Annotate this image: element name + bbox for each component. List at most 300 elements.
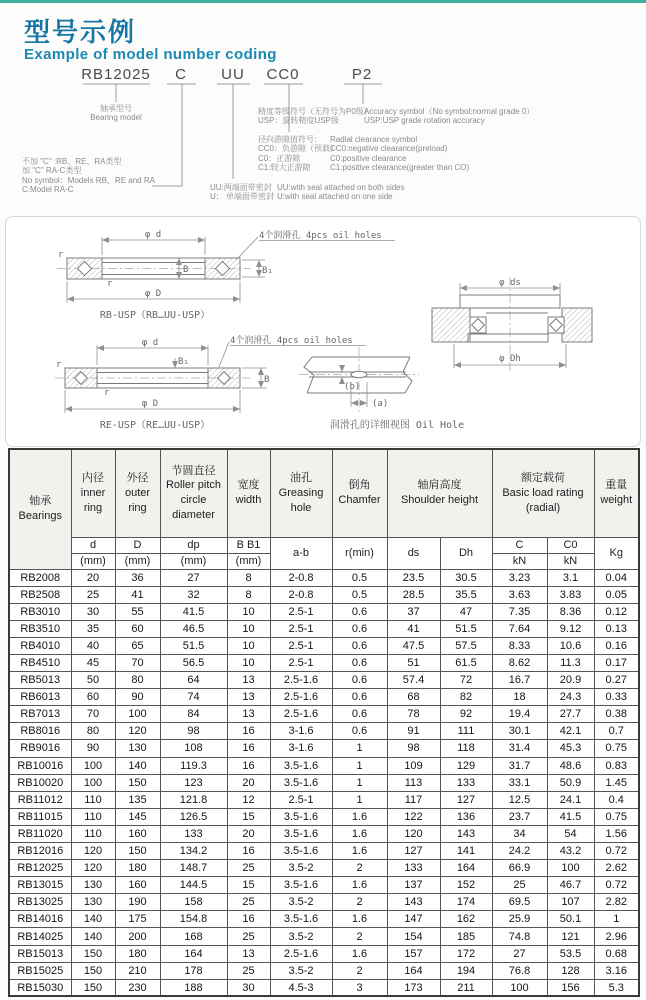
value-cell: 34 <box>492 825 547 842</box>
value-cell: 3.5-1.6 <box>270 877 332 894</box>
value-cell: 100 <box>71 774 115 791</box>
value-cell: 28.5 <box>387 586 440 603</box>
value-cell: 48.6 <box>547 757 594 774</box>
value-cell: 108 <box>160 740 227 757</box>
bearing-spec-table <box>8 448 640 997</box>
value-cell: 80 <box>115 672 160 689</box>
value-cell: 32 <box>160 586 227 603</box>
value-cell: 10 <box>227 620 270 637</box>
value-cell: 30.1 <box>492 723 547 740</box>
value-cell: 157 <box>387 945 440 962</box>
value-cell: 90 <box>71 740 115 757</box>
value-cell: 1.6 <box>332 843 387 860</box>
value-cell: 147 <box>387 911 440 928</box>
value-cell: 78 <box>387 706 440 723</box>
value-cell: 10 <box>227 637 270 654</box>
code-cc0: CC0 <box>266 66 300 83</box>
value-cell: 140 <box>71 911 115 928</box>
value-cell: 20 <box>227 774 270 791</box>
accent-top-line <box>0 0 646 3</box>
header-row-main <box>9 449 639 537</box>
value-cell: 143 <box>440 825 492 842</box>
bearing-model-cell: RB4010 <box>9 637 71 654</box>
table-row <box>9 894 639 911</box>
value-cell: 128 <box>547 962 594 979</box>
dim-a-label: (a) <box>372 399 389 409</box>
oil-holes-label: 4个润滑孔 4pcs oil holes <box>230 336 353 346</box>
dim-B-label: B <box>183 265 189 275</box>
value-cell: 164 <box>387 962 440 979</box>
bearing-model-cell: RB9016 <box>9 740 71 757</box>
value-cell: 41.5 <box>547 808 594 825</box>
value-cell: 154.8 <box>160 911 227 928</box>
value-cell: 210 <box>115 962 160 979</box>
value-cell: 3.5-1.6 <box>270 825 332 842</box>
value-cell: 41 <box>115 586 160 603</box>
dim-r-label: r <box>107 279 113 289</box>
value-cell: 188 <box>160 979 227 996</box>
value-cell: 130 <box>115 740 160 757</box>
bearing-model-cell: RB11015 <box>9 808 71 825</box>
value-cell: 13 <box>227 689 270 706</box>
value-cell: 13 <box>227 672 270 689</box>
value-cell: 121.8 <box>160 791 227 808</box>
value-cell: 0.13 <box>594 620 639 637</box>
value-cell: 30.5 <box>440 569 492 586</box>
value-cell: 110 <box>71 808 115 825</box>
bearing-model-cell: RB14025 <box>9 928 71 945</box>
clearance-note: 径向游隙值符号： Radial clearance symbol CC0：负游隙（预载） CC0:negative clearance(preload) C0：正游隙 C0:positive clearance C1:较大正游隙 C1:positive clearance(greater than CO) <box>258 135 470 173</box>
model-coding-diagram <box>0 58 646 216</box>
dim-D-label: φ D <box>141 399 159 409</box>
value-cell: 33.1 <box>492 774 547 791</box>
value-cell: 31.7 <box>492 757 547 774</box>
col-pitch-diameter: 节圆直径 Roller pitch circle diameter <box>160 449 227 537</box>
value-cell: 90 <box>115 689 160 706</box>
table-row <box>9 586 639 603</box>
value-cell: 154 <box>387 928 440 945</box>
dim-B-label: B <box>264 375 270 385</box>
value-cell: 134.2 <box>160 843 227 860</box>
value-cell: 56.5 <box>160 654 227 671</box>
col-greasing-hole: 油孔 Greasing hole <box>270 449 332 537</box>
value-cell: 27.7 <box>547 706 594 723</box>
value-cell: 120 <box>387 825 440 842</box>
value-cell: 30 <box>227 979 270 996</box>
value-cell: 74 <box>160 689 227 706</box>
value-cell: 1.6 <box>332 911 387 928</box>
value-cell: 24.1 <box>547 791 594 808</box>
value-cell: 54 <box>547 825 594 842</box>
sub-D: D <box>115 537 160 553</box>
sub-kg: Kg <box>594 537 639 569</box>
value-cell: 3.5-1.6 <box>270 843 332 860</box>
value-cell: 126.5 <box>160 808 227 825</box>
value-cell: 0.04 <box>594 569 639 586</box>
value-cell: 109 <box>387 757 440 774</box>
value-cell: 0.83 <box>594 757 639 774</box>
value-cell: 113 <box>387 774 440 791</box>
value-cell: 190 <box>115 894 160 911</box>
value-cell: 185 <box>440 928 492 945</box>
value-cell: 135 <box>115 791 160 808</box>
value-cell: 0.6 <box>332 672 387 689</box>
value-cell: 143 <box>387 894 440 911</box>
value-cell: 130 <box>71 877 115 894</box>
value-cell: 230 <box>115 979 160 996</box>
value-cell: 23.5 <box>387 569 440 586</box>
value-cell: 110 <box>71 791 115 808</box>
value-cell: 133 <box>440 774 492 791</box>
col-chamfer: 倒角 Chamfer <box>332 449 387 537</box>
value-cell: 2 <box>332 928 387 945</box>
dim-d-label: φ d <box>141 338 159 348</box>
technical-drawings-panel <box>5 216 641 447</box>
value-cell: 121 <box>547 928 594 945</box>
model-type-note: 不加 "C" :RB、RE、RA类型 加 "C" RA-C类型 No symbol：Models RB、RE and RA C:Model RA-C <box>22 157 155 195</box>
value-cell: 100 <box>71 757 115 774</box>
rb-usp-caption: RB-USP（RB…UU-USP） <box>99 310 211 321</box>
value-cell: 144.5 <box>160 877 227 894</box>
value-cell: 3.5-1.6 <box>270 774 332 791</box>
value-cell: 19.4 <box>492 706 547 723</box>
oil-holes-label: 4个润滑孔 4pcs oil holes <box>259 231 382 241</box>
value-cell: 57.5 <box>440 637 492 654</box>
value-cell: 200 <box>115 928 160 945</box>
value-cell: 0.05 <box>594 586 639 603</box>
value-cell: 0.6 <box>332 620 387 637</box>
bearing-model-cell: RB15030 <box>9 979 71 996</box>
value-cell: 1.56 <box>594 825 639 842</box>
value-cell: 8 <box>227 586 270 603</box>
value-cell: 51 <box>387 654 440 671</box>
value-cell: 25 <box>71 586 115 603</box>
value-cell: 13 <box>227 706 270 723</box>
value-cell: 2.5-1.6 <box>270 689 332 706</box>
value-cell: 3.5-2 <box>270 962 332 979</box>
bearing-model-cell: RB10016 <box>9 757 71 774</box>
value-cell: 2.5-1 <box>270 791 332 808</box>
unit-mm: (mm) <box>115 553 160 569</box>
value-cell: 53.5 <box>547 945 594 962</box>
value-cell: 178 <box>160 962 227 979</box>
table-row <box>9 860 639 877</box>
bearing-model-cell: RB10020 <box>9 774 71 791</box>
value-cell: 2.5-1 <box>270 637 332 654</box>
col-load-rating: 额定载荷 Basic load rating (radial) <box>492 449 594 537</box>
value-cell: 130 <box>71 894 115 911</box>
value-cell: 16 <box>227 740 270 757</box>
value-cell: 0.27 <box>594 672 639 689</box>
value-cell: 82 <box>440 689 492 706</box>
value-cell: 0.16 <box>594 637 639 654</box>
value-cell: 46.5 <box>160 620 227 637</box>
value-cell: 65 <box>115 637 160 654</box>
value-cell: 92 <box>440 706 492 723</box>
value-cell: 7.35 <box>492 603 547 620</box>
seal-note: UU:两端面带密封 UU:with seal attached on both sides U： 单端面带密封 U:with seal attached on one side <box>210 183 405 202</box>
value-cell: 18 <box>492 689 547 706</box>
value-cell: 3.63 <box>492 586 547 603</box>
value-cell: 1.6 <box>332 808 387 825</box>
value-cell: 2.5-1 <box>270 654 332 671</box>
table-row <box>9 945 639 962</box>
value-cell: 120 <box>71 860 115 877</box>
value-cell: 168 <box>160 928 227 945</box>
value-cell: 3.5-1.6 <box>270 808 332 825</box>
value-cell: 57.4 <box>387 672 440 689</box>
value-cell: 3.5-2 <box>270 860 332 877</box>
col-inner-ring: 内径 inner ring <box>71 449 115 537</box>
page-title-cn: 型号示例 <box>24 17 137 47</box>
table-row <box>9 962 639 979</box>
value-cell: 98 <box>160 723 227 740</box>
value-cell: 3.83 <box>547 586 594 603</box>
dim-r-label: r <box>104 388 110 398</box>
value-cell: 172 <box>440 945 492 962</box>
value-cell: 0.72 <box>594 877 639 894</box>
value-cell: 3-1.6 <box>270 723 332 740</box>
value-cell: 3 <box>332 979 387 996</box>
value-cell: 110 <box>71 825 115 842</box>
value-cell: 133 <box>160 825 227 842</box>
value-cell: 152 <box>440 877 492 894</box>
value-cell: 23.7 <box>492 808 547 825</box>
value-cell: 35 <box>71 620 115 637</box>
value-cell: 0.38 <box>594 706 639 723</box>
value-cell: 0.75 <box>594 808 639 825</box>
value-cell: 127 <box>387 843 440 860</box>
value-cell: 45.3 <box>547 740 594 757</box>
value-cell: 0.33 <box>594 689 639 706</box>
value-cell: 10.6 <box>547 637 594 654</box>
value-cell: 100 <box>492 979 547 996</box>
dim-d-label: φ d <box>144 230 162 240</box>
value-cell: 156 <box>547 979 594 996</box>
value-cell: 164 <box>440 860 492 877</box>
bearing-model-cell: RB11012 <box>9 791 71 808</box>
value-cell: 180 <box>115 945 160 962</box>
value-cell: 0.6 <box>332 689 387 706</box>
sub-r-min: r(min) <box>332 537 387 569</box>
bearing-model-cell: RB11020 <box>9 825 71 842</box>
value-cell: 127 <box>440 791 492 808</box>
value-cell: 107 <box>547 894 594 911</box>
value-cell: 66.9 <box>492 860 547 877</box>
value-cell: 160 <box>115 825 160 842</box>
value-cell: 118 <box>440 740 492 757</box>
value-cell: 137 <box>387 877 440 894</box>
value-cell: 43.2 <box>547 843 594 860</box>
value-cell: 3.23 <box>492 569 547 586</box>
value-cell: 68 <box>387 689 440 706</box>
value-cell: 25 <box>227 928 270 945</box>
value-cell: 36 <box>115 569 160 586</box>
bearing-model-cell: RB15013 <box>9 945 71 962</box>
value-cell: 27 <box>160 569 227 586</box>
value-cell: 3.1 <box>547 569 594 586</box>
value-cell: 0.4 <box>594 791 639 808</box>
value-cell: 122 <box>387 808 440 825</box>
value-cell: 0.5 <box>332 569 387 586</box>
value-cell: 100 <box>547 860 594 877</box>
value-cell: 8 <box>227 569 270 586</box>
table-row <box>9 706 639 723</box>
table-row <box>9 928 639 945</box>
value-cell: 0.68 <box>594 945 639 962</box>
dim-r-label: r <box>56 360 62 370</box>
value-cell: 3.5-1.6 <box>270 757 332 774</box>
value-cell: 16 <box>227 843 270 860</box>
value-cell: 133 <box>387 860 440 877</box>
unit-mm: (mm) <box>160 553 227 569</box>
value-cell: 117 <box>387 791 440 808</box>
table-row <box>9 723 639 740</box>
value-cell: 180 <box>115 860 160 877</box>
value-cell: 42.1 <box>547 723 594 740</box>
value-cell: 158 <box>160 894 227 911</box>
value-cell: 60 <box>71 689 115 706</box>
value-cell: 55 <box>115 603 160 620</box>
value-cell: 41 <box>387 620 440 637</box>
value-cell: 25.9 <box>492 911 547 928</box>
value-cell: 15 <box>227 877 270 894</box>
header-row-symbols <box>9 537 639 553</box>
re-usp-caption: RE-USP（RE…UU-USP） <box>99 420 211 431</box>
value-cell: 2.5-1 <box>270 620 332 637</box>
value-cell: 3.5-1.6 <box>270 911 332 928</box>
value-cell: 76.8 <box>492 962 547 979</box>
dim-Dh-label: φ Dh <box>499 354 521 364</box>
dim-D-label: φ D <box>144 289 162 299</box>
value-cell: 20 <box>227 825 270 842</box>
value-cell: 2 <box>332 860 387 877</box>
value-cell: 72 <box>440 672 492 689</box>
value-cell: 0.72 <box>594 843 639 860</box>
value-cell: 25 <box>227 894 270 911</box>
value-cell: 37 <box>387 603 440 620</box>
value-cell: 40 <box>71 637 115 654</box>
value-cell: 0.5 <box>332 586 387 603</box>
value-cell: 0.6 <box>332 706 387 723</box>
value-cell: 2 <box>332 962 387 979</box>
bearing-model-cell: RB6013 <box>9 689 71 706</box>
bearing-model-cell: RB15025 <box>9 962 71 979</box>
value-cell: 1 <box>332 791 387 808</box>
table-row <box>9 603 639 620</box>
value-cell: 3.16 <box>594 962 639 979</box>
value-cell: 111 <box>440 723 492 740</box>
value-cell: 2.96 <box>594 928 639 945</box>
bearing-model-cell: RB3510 <box>9 620 71 637</box>
unit-kn: kN <box>492 553 547 569</box>
table-row <box>9 757 639 774</box>
value-cell: 120 <box>71 843 115 860</box>
value-cell: 12 <box>227 791 270 808</box>
code-bearing-model: RB12025 <box>81 66 151 83</box>
table-row <box>9 620 639 637</box>
value-cell: 150 <box>71 962 115 979</box>
dim-b-label: (b) <box>344 382 361 392</box>
value-cell: 194 <box>440 962 492 979</box>
value-cell: 41.5 <box>160 603 227 620</box>
col-outer-ring: 外径 outer ring <box>115 449 160 537</box>
table-row <box>9 979 639 996</box>
sub-dp: dp <box>160 537 227 553</box>
table-row <box>9 911 639 928</box>
sub-C0: C0 <box>547 537 594 553</box>
value-cell: 0.7 <box>594 723 639 740</box>
value-cell: 50.9 <box>547 774 594 791</box>
value-cell: 2.62 <box>594 860 639 877</box>
value-cell: 1 <box>594 911 639 928</box>
code-p2: P2 <box>351 66 373 83</box>
table-row <box>9 740 639 757</box>
value-cell: 129 <box>440 757 492 774</box>
value-cell: 0.6 <box>332 654 387 671</box>
value-cell: 0.75 <box>594 740 639 757</box>
value-cell: 98 <box>387 740 440 757</box>
value-cell: 173 <box>387 979 440 996</box>
bearing-model-cell: RB13015 <box>9 877 71 894</box>
page-title-en: Example of model number coding <box>24 46 277 63</box>
mounted-bearing-drawing <box>432 277 592 372</box>
table-row <box>9 689 639 706</box>
value-cell: 1.6 <box>332 945 387 962</box>
value-cell: 2.5-1.6 <box>270 672 332 689</box>
value-cell: 16 <box>227 723 270 740</box>
sub-Dh: Dh <box>440 537 492 569</box>
sub-a-b: a-b <box>270 537 332 569</box>
value-cell: 8.36 <box>547 603 594 620</box>
sub-C: C <box>492 537 547 553</box>
value-cell: 10 <box>227 603 270 620</box>
value-cell: 47.5 <box>387 637 440 654</box>
value-cell: 27 <box>492 945 547 962</box>
value-cell: 70 <box>71 706 115 723</box>
value-cell: 3.5-2 <box>270 894 332 911</box>
sub-ds: ds <box>387 537 440 569</box>
value-cell: 0.12 <box>594 603 639 620</box>
value-cell: 2-0.8 <box>270 586 332 603</box>
dim-B1-label: B₁ <box>178 357 189 367</box>
accuracy-note: 精度等级符号（无符号为P0级） Accuracy symbol（No symbol:normal grade 0） USP：旋转精度USP级 USP:USP grade rotation accuracy <box>258 107 535 126</box>
rb-usp-drawing <box>57 229 395 321</box>
bearing-model-cell: RB3010 <box>9 603 71 620</box>
value-cell: 25 <box>227 962 270 979</box>
value-cell: 140 <box>115 757 160 774</box>
oil-hole-detail-drawing <box>299 347 464 431</box>
value-cell: 51.5 <box>440 620 492 637</box>
col-bearings: 轴承 Bearings <box>9 449 71 569</box>
bearing-model-cell: RB7013 <box>9 706 71 723</box>
value-cell: 2.5-1.6 <box>270 945 332 962</box>
value-cell: 9.12 <box>547 620 594 637</box>
oil-detail-caption: 润滑孔的详细视图 Oil Hole <box>329 420 465 431</box>
table-row <box>9 569 639 586</box>
value-cell: 24.3 <box>547 689 594 706</box>
value-cell: 3-1.6 <box>270 740 332 757</box>
value-cell: 100 <box>115 706 160 723</box>
value-cell: 70 <box>115 654 160 671</box>
value-cell: 16.7 <box>492 672 547 689</box>
bearing-model-note: 轴承型号 Bearing model <box>90 104 142 123</box>
bearing-drawings <box>6 217 640 446</box>
value-cell: 74.8 <box>492 928 547 945</box>
value-cell: 30 <box>71 603 115 620</box>
value-cell: 2.5-1.6 <box>270 706 332 723</box>
value-cell: 25 <box>492 877 547 894</box>
